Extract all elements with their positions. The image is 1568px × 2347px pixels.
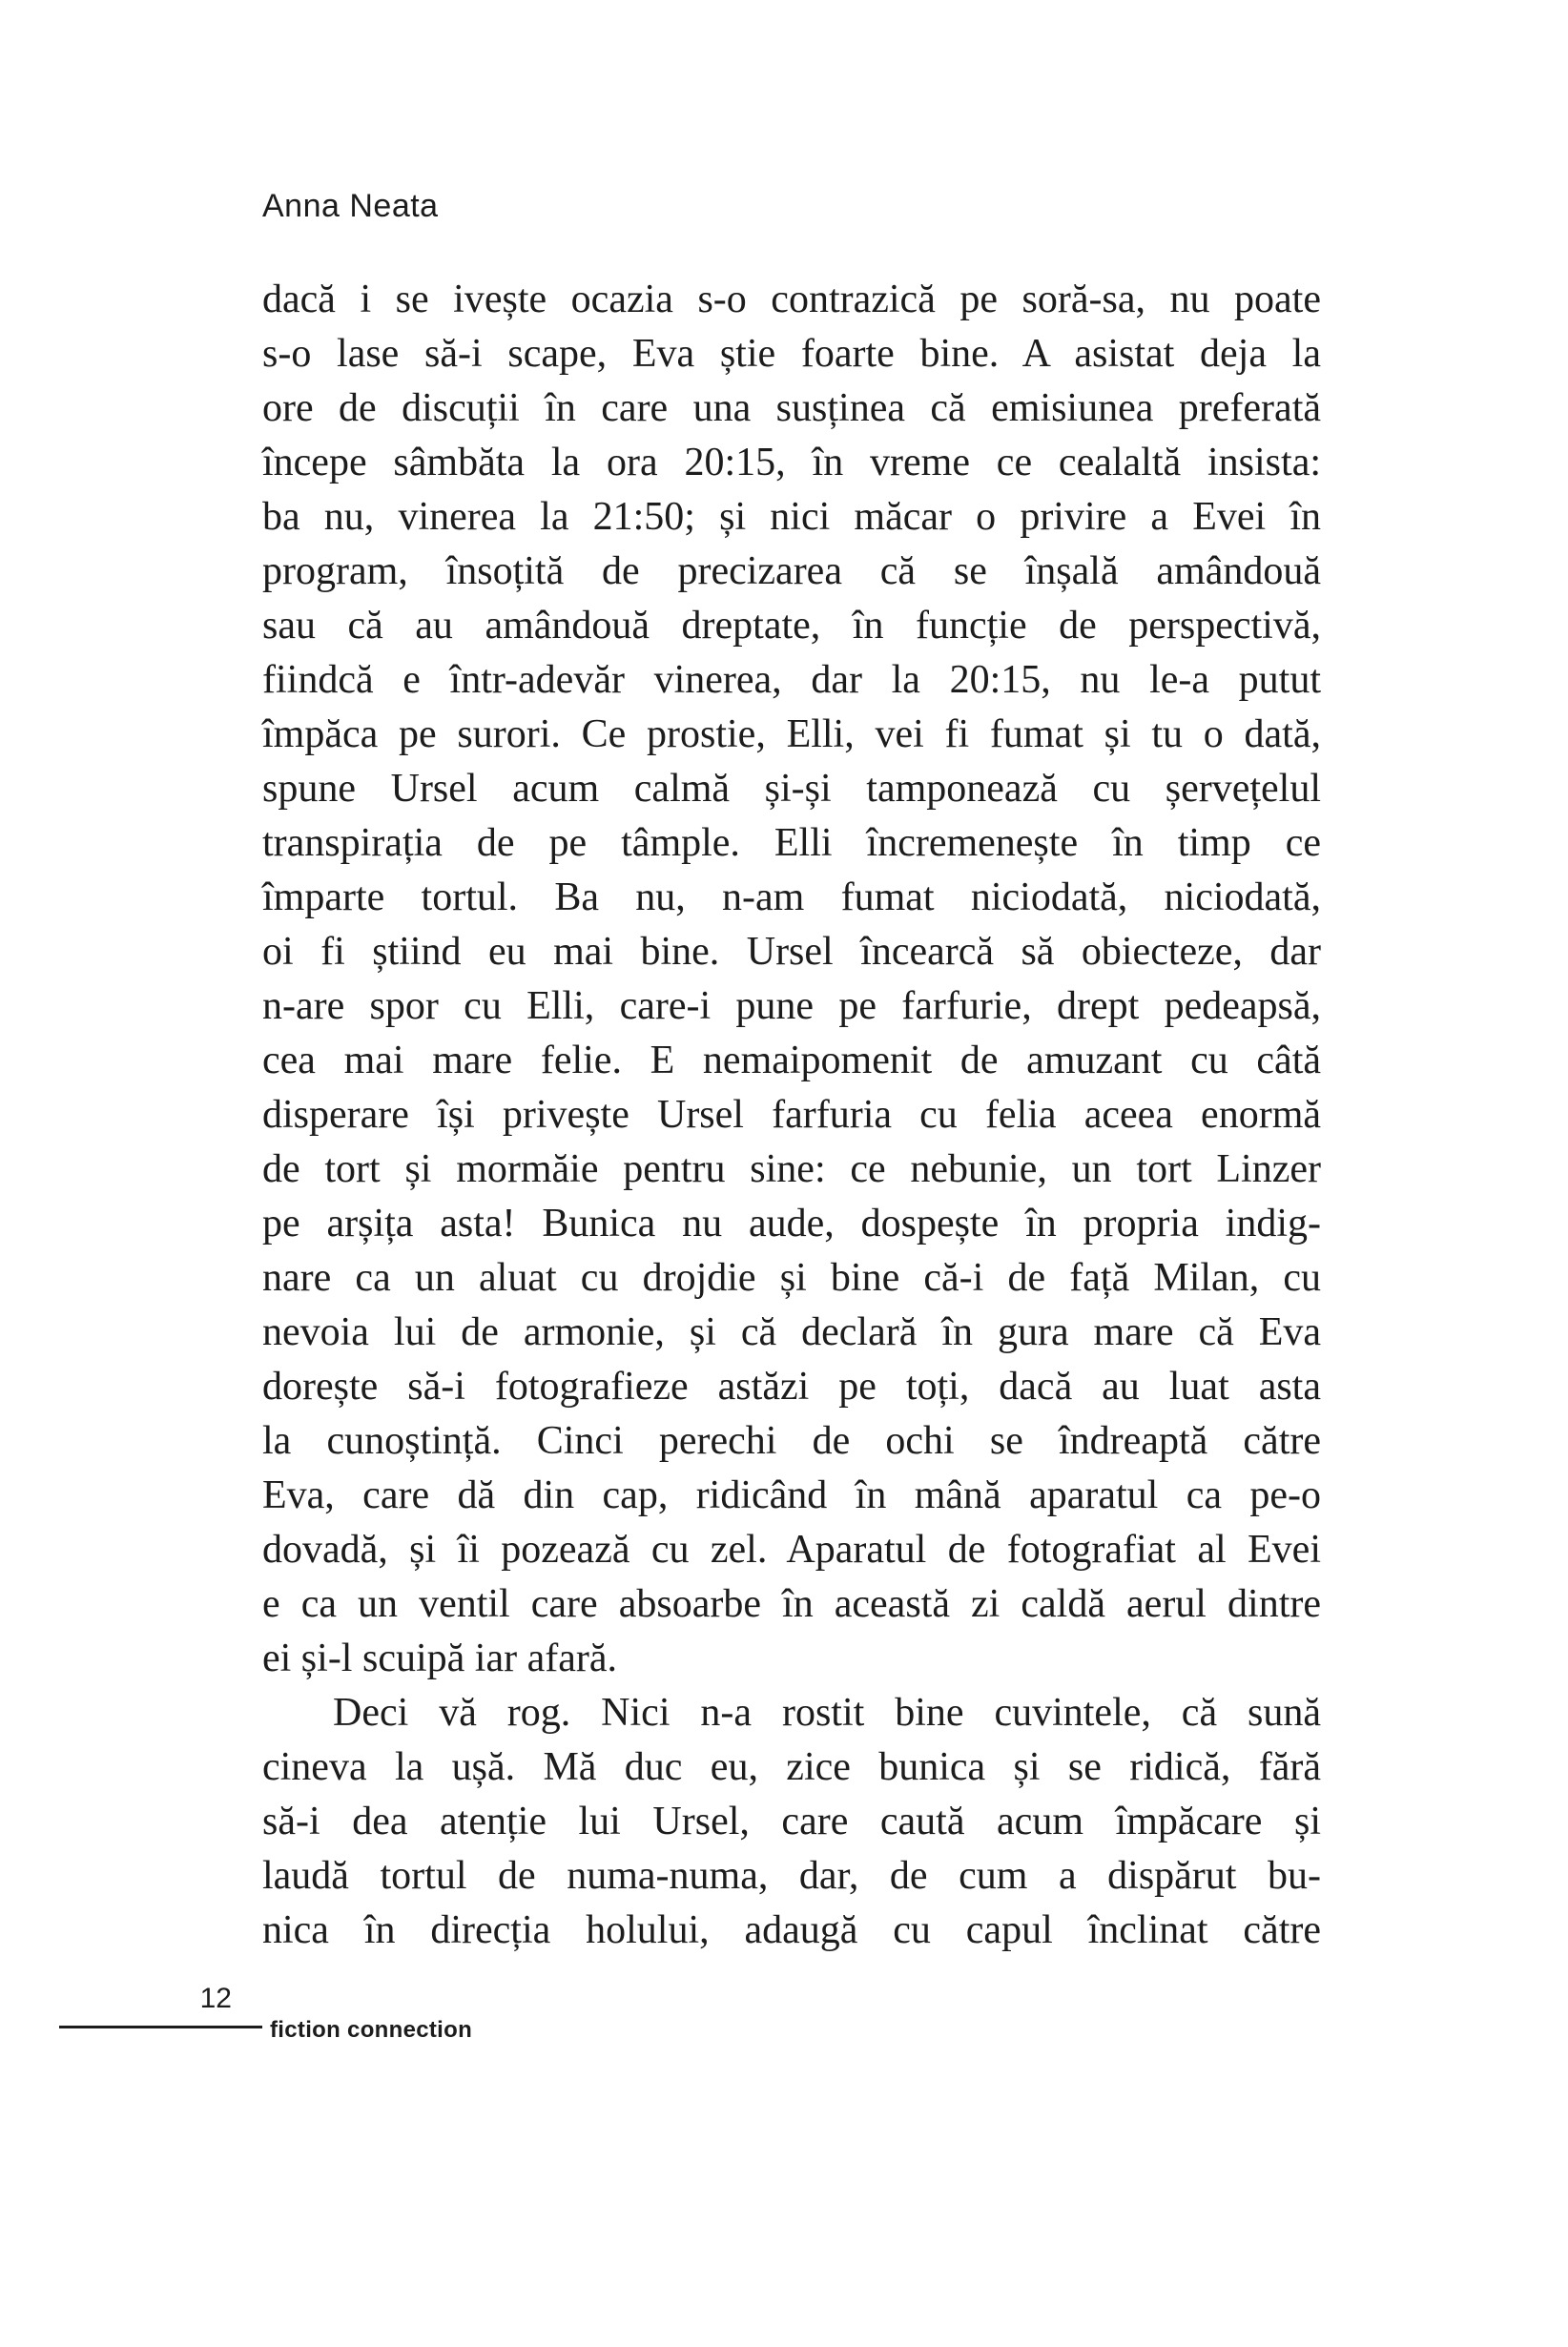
- text-line-paragraph-start: Deci vă rog. Nici n-a rostit bine cuvintele, că sună: [333, 1691, 1321, 1735]
- text-line: e ca un ventil care absoarbe în această zi caldă aerul dintre: [262, 1582, 1321, 1626]
- text-line: fiindcă e într-adevăr vinerea, dar la 20:15, nu le-a putut: [262, 658, 1321, 702]
- text-line: s-o lase să-i scape, Eva știe foarte bine. A asistat deja la: [262, 332, 1321, 376]
- footer-rule: [59, 2026, 262, 2028]
- text-line: dacă i se ivește ocazia s-o contrazică pe soră-sa, nu poate: [262, 278, 1321, 321]
- text-line: nica în direcția holului, adaugă cu capul înclinat către: [262, 1908, 1321, 1952]
- text-line-paragraph-end: ei și-l scuipă iar afară.: [262, 1637, 617, 1680]
- text-line: nare ca un aluat cu drojdie și bine că-i de față Milan, cu: [262, 1256, 1321, 1300]
- imprint-label: fiction connection: [270, 2017, 473, 2043]
- text-line: disperare își privește Ursel farfuria cu felia aceea enormă: [262, 1093, 1321, 1137]
- text-line: Eva, care dă din cap, ridicând în mână aparatul ca pe-o: [262, 1473, 1321, 1517]
- text-line: cineva la ușă. Mă duc eu, zice bunica și se ridică, fără: [262, 1745, 1321, 1789]
- text-line: cea mai mare felie. E nemaipomenit de amuzant cu câtă: [262, 1039, 1321, 1082]
- page-number: 12: [199, 1983, 232, 2014]
- text-line: dovadă, și îi pozează cu zel. Aparatul de fotografiat al Evei: [262, 1528, 1321, 1572]
- text-line: de tort și mormăie pentru sine: ce nebunie, un tort Linzer: [262, 1147, 1321, 1191]
- text-line: spune Ursel acum calmă și-și tamponează cu șervețelul: [262, 767, 1321, 811]
- text-line: sau că au amândouă dreptate, în funcție de perspectivă,: [262, 604, 1321, 648]
- text-line: ba nu, vinerea la 21:50; și nici măcar o privire a Evei în: [262, 495, 1321, 539]
- text-line: dorește să-i fotografieze astăzi pe toți, dacă au luat asta: [262, 1365, 1321, 1409]
- text-line: începe sâmbăta la ora 20:15, în vreme ce cealaltă insista:: [262, 441, 1321, 484]
- text-line: nevoia lui de armonie, și că declară în gura mare că Eva: [262, 1310, 1321, 1354]
- text-line: program, însoțită de precizarea că se înșală amândouă: [262, 549, 1321, 593]
- text-line: să-i dea atenție lui Ursel, care caută acum împăcare și: [262, 1800, 1321, 1843]
- text-line: la cunoștință. Cinci perechi de ochi se îndreaptă către: [262, 1419, 1321, 1463]
- text-line: n-are spor cu Elli, care-i pune pe farfurie, drept pedeapsă,: [262, 984, 1321, 1028]
- running-header-author: Anna Neata: [262, 188, 439, 224]
- text-line: oi fi știind eu mai bine. Ursel încearcă să obiecteze, dar: [262, 930, 1321, 974]
- body-text-block: [262, 273, 1321, 1958]
- text-line: transpirația de pe tâmple. Elli încremenește în timp ce: [262, 821, 1321, 865]
- text-line: laudă tortul de numa-numa, dar, de cum a dispărut bu-: [262, 1854, 1321, 1898]
- text-line: împăca pe surori. Ce prostie, Elli, vei fi fumat și tu o dată,: [262, 712, 1321, 756]
- text-line: împarte tortul. Ba nu, n-am fumat niciodată, niciodată,: [262, 875, 1321, 919]
- text-line: ore de discuții în care una susținea că emisiunea preferată: [262, 386, 1321, 430]
- text-line: pe arșița asta! Bunica nu aude, dospește în propria indig-: [262, 1202, 1321, 1246]
